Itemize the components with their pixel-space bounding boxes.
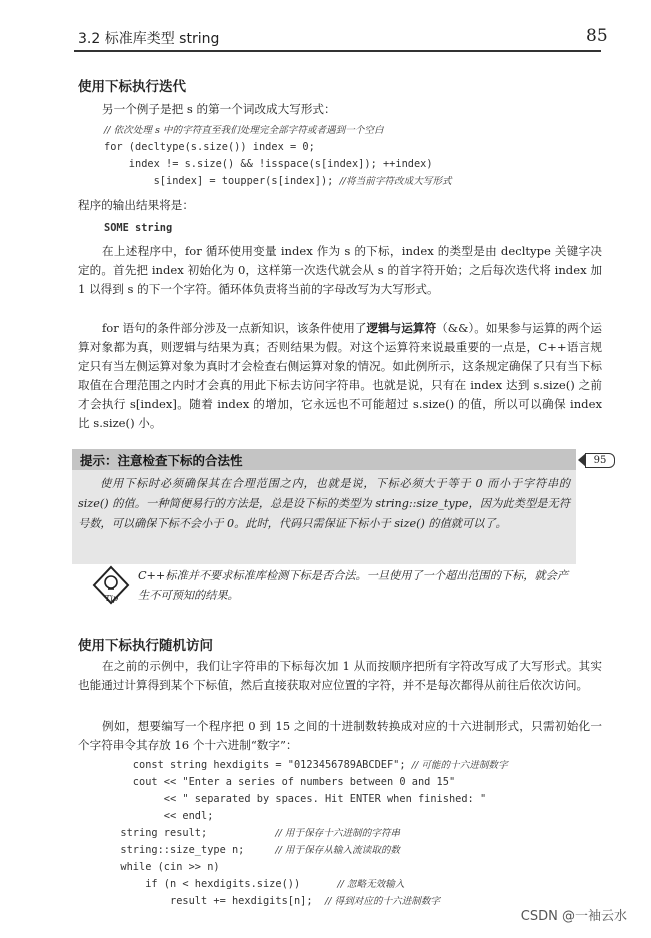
code-line: string::size_type n; // 用于保存从输入流读取的数 xyxy=(108,844,401,856)
code-line: for (decltype(s.size()) index = 0; xyxy=(104,141,315,153)
output-label: 程序的输出结果将是： xyxy=(78,198,194,212)
code-line: s[index] = toupper(s[index]); //将当前字符改成大写形式 xyxy=(104,175,452,187)
code-line: << " separated by spaces. Hit ENTER when finished: " xyxy=(108,793,487,805)
code-line: << endl; xyxy=(108,810,214,822)
code-line: string result; // 用于保存十六进制的字符串 xyxy=(108,827,401,839)
program-output: SOME string xyxy=(104,222,173,234)
code-line: const string hexdigits = "0123456789ABCDEF"; // 可能的十六进制数字 xyxy=(108,759,508,771)
paragraph-hex-example: 例如，想要编写一个程序把 0 到 15 之间的十进制数转换成对应的十六进制形式，只需初始化一个字符串令其存放 16 个十六进制“数字”： xyxy=(78,719,602,752)
code-block-2 xyxy=(108,757,508,910)
code-block-1 xyxy=(104,122,452,190)
svg-text:Tip: Tip xyxy=(105,594,119,603)
header-rule xyxy=(74,50,601,52)
tip-title: 提示：注意检查下标的合法性 xyxy=(80,453,243,468)
tip-diamond-icon xyxy=(92,565,130,607)
tip-warning-note: C++标准并不要求标准库检测下标是否合法。一旦使用了一个超出范围的下标，就会产生不可预知的结果。 xyxy=(138,569,569,602)
watermark: CSDN @一袖云水 xyxy=(520,909,627,924)
running-header-section: 3.2 标准库类型 string xyxy=(78,31,220,47)
intro-text: 另一个例子是把 s 的第一个词改成大写形式： xyxy=(102,102,336,116)
code-line: cout << "Enter a series of numbers between 0 and 15" xyxy=(108,776,456,788)
code-line: while (cin >> n) xyxy=(108,861,220,873)
code-line: // 依次处理 s 中的字符直至我们处理完全部字符或者遇到一个空白 xyxy=(104,125,384,136)
paragraph-explanation: 在上述程序中，for 循环使用变量 index 作为 s 的下标，index 的类型是由 decltype 关键字决定的。首先把 index 初始化为 0，这样第一次迭代就会从 s 的首字符开始；之后每次迭代将 index 加 1 以得到 s 的下一个字符。循环体负责将当前的字母改写为大写形式。 xyxy=(78,244,602,296)
code-line: if (n < hexdigits.size()) // 忽略无效输入 xyxy=(108,878,405,890)
page-number: 85 xyxy=(586,26,608,46)
paragraph-random-access: 在之前的示例中，我们让字符串的下标每次加 1 从而按顺序把所有字符改写成了大写形式。其实也能通过计算得到某个下标值，然后直接获取对应位置的字符，并不是每次都得从前往后依次访问。 xyxy=(78,659,602,692)
section-heading-iteration: 使用下标执行迭代 xyxy=(78,79,186,95)
page-reference-tag: 95 xyxy=(585,453,615,468)
code-line: result += hexdigits[n]; // 得到对应的十六进制数字 xyxy=(108,895,441,907)
section-heading-random-access: 使用下标执行随机访问 xyxy=(78,638,213,654)
paragraph-logical-and: for 语句的条件部分涉及一点新知识，该条件使用了逻辑与运算符（&&）。如果参与运算的两个运算对象都为真，则逻辑与结果为真；否则结果为假。对这个运算符来说最重要的一点是，C++语言规定只有当左侧运算对象为真时才会检查右侧运算对象的情况。如此例所示，这条规定确保了只有当下标取值在合理范围之内时才会真的用此下标去访问字符串。也就是说，只有在 index 达到 s.size() 之前才会执行 s[index]。随着 index 的增加，它永远也不可能超过 s.size() 的值，所以可以确保 index 比 s.size() 小。 xyxy=(78,321,602,430)
code-line: index != s.size() && !isspace(s[index]); ++index) xyxy=(104,158,433,170)
tip-body: 使用下标时必须确保其在合理范围之内，也就是说，下标必须大于等于 0 而小于字符串的 size() 的值。一种简便易行的方法是，总是设下标的类型为 string::size_type，因为此类型是无符号数，可以确保下标不会小于 0。此时，代码只需保证下标小于 size() 的值就可以了。 xyxy=(78,477,570,530)
